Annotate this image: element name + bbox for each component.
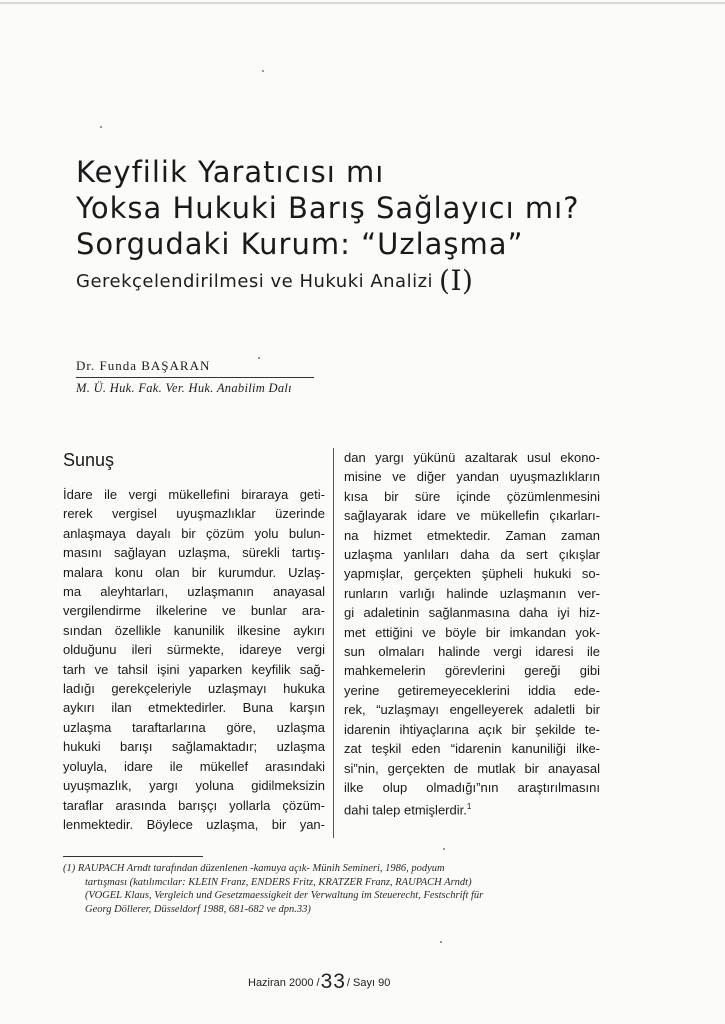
- body-line: taraflar arasında barışçı yollarla çözüm-: [63, 797, 325, 813]
- body-line: kısa bir süre içinde çözümlenmesini: [344, 488, 600, 504]
- body-line: si”nin, gerçekten de mutlak bir anayasal: [344, 760, 600, 776]
- body-line: mahkemelerin görevlerini gereği gibi: [344, 663, 600, 679]
- footnote-reference: 1: [466, 802, 472, 812]
- body-line: yoluyla, idare ile mükellef arasındaki: [63, 758, 325, 774]
- article-title: [76, 154, 676, 297]
- column-divider: [333, 448, 334, 838]
- author-name: Dr. Funda BAŞARAN: [76, 358, 314, 378]
- body-line: sağlayarak idare ve mükellefin çıkarları-: [344, 508, 600, 524]
- scan-speck: [443, 848, 445, 850]
- footnote-line: tartışması (katılımcılar: KLEIN Franz, ENDERS Fritz, KRATZER Franz, RAUPACH Arndt): [85, 876, 472, 888]
- author-affiliation: M. Ü. Huk. Fak. Ver. Huk. Anabilim Dalı: [76, 381, 292, 395]
- body-line: runların varlığı halinde uzlaşmanın ver-: [344, 585, 600, 601]
- left-column: [63, 448, 325, 834]
- body-line: tarh ve tahsil işini yaparken keyfilik sağ-: [63, 661, 325, 677]
- body-line: zat teşkil eden “idarenin kanuniliği ilke-: [344, 741, 600, 757]
- body-line: idarenin ihtiyaçlarına açık bir şekilde te-: [344, 721, 600, 737]
- page-footer: [248, 970, 448, 994]
- section-heading: Sunuş: [63, 450, 115, 470]
- body-line: hukuki barışı sağlamaktadır; uzlaşma: [63, 739, 325, 755]
- body-line: yerine getiremeyeceklerini iddia ede-: [344, 682, 600, 698]
- scan-speck: [100, 126, 102, 128]
- body-line: dan yargı yükünü azaltarak usul ekono-: [344, 450, 600, 465]
- body-line: sından özellikle kanunilik ilkesine aykırı: [63, 622, 325, 638]
- body-line: ladığı gerekçeleriyle uzlaşmayı hukuka: [63, 681, 325, 697]
- body-line: aykırı ilan etmektedirler. Buna karşın: [63, 700, 325, 716]
- body-line: yapmışlar, gerçekten şüpheli hukuki so-: [344, 566, 600, 582]
- body-line-last: [344, 797, 600, 820]
- body-line: met ettiğini ve böyle bir imkandan yok-: [344, 624, 600, 640]
- author-block: [76, 358, 326, 396]
- footnote-line: (VOGEL Klaus, Vergleich und Gesetzmaessigkeit der Verwaltung im Steuerecht, Festschrift für: [85, 890, 484, 901]
- footnote-rule: [63, 856, 203, 857]
- article-subtitle: [76, 266, 676, 297]
- body-line: lenmektedir. Böylece uzlaşma, bir yan-: [63, 816, 325, 832]
- body-line: rek, “uzlaşmayı engelleyerek adaletli bir: [344, 702, 600, 718]
- footnote-line: Georg Döllerer, Düsseldorf 1988, 681-682 ve dpn.33): [85, 903, 311, 915]
- subtitle-text: Gerekçelendirilmesi ve Hukuki Analizi: [76, 271, 434, 292]
- body-line: İdare ile vergi mükellefini biraraya geti-: [63, 487, 325, 502]
- body-line: ma aleyhtarları, uzlaşmanın anayasal: [63, 584, 325, 600]
- footnote: [63, 862, 623, 916]
- body-line: vergilendirme ilkelerine ve bunlar ara-: [63, 603, 325, 619]
- body-line: anlaşmaya dayalı bir çözüm yolu bulun-: [63, 525, 325, 541]
- scan-edge-line: [0, 2, 725, 4]
- title-line-3: Sorgudaki Kurum: “Uzlaşma”: [76, 227, 524, 261]
- title-line-1: Keyfilik Yaratıcısı mı: [76, 155, 385, 189]
- scan-speck: [262, 70, 264, 72]
- body-line: misine ve diğer yandan uyuşmazlıkların: [344, 469, 600, 485]
- part-number: (I): [439, 264, 474, 297]
- body-line-text: dahi talep etmişlerdir.: [344, 802, 467, 818]
- body-line: olduğunu ileri sürmekte, idareye vergi: [63, 642, 325, 658]
- footer-separator: /: [346, 977, 350, 989]
- footnote-line: (1) RAUPACH Arndt tarafından düzenlenen -kamuya açık- Münih Semineri, 1986, podyum: [63, 863, 445, 874]
- scan-speck: [440, 941, 442, 943]
- body-line: na hizmet etmektedir. Zaman zaman: [344, 527, 600, 543]
- right-column: [344, 448, 600, 820]
- body-line: uyuşmazlık, yargı yoluna gidilmeksizin: [63, 778, 325, 794]
- footer-separator: /: [316, 977, 320, 989]
- body-line: ilke olup olmadığı”nın araştırılmasını: [344, 779, 600, 795]
- body-line: uzlaşma taraftarlarına göre, uzlaşma: [63, 719, 325, 735]
- page-number: 33: [320, 970, 346, 993]
- body-line: malara konu olan bir kurumdur. Uzlaş-: [63, 564, 325, 580]
- body-line: masını sağlayan uzlaşma, sürekli tartış-: [63, 545, 325, 561]
- body-line: rerek vergisel uyuşmazlıklar üzerinde: [63, 506, 325, 522]
- body-line: gi adaletinin sağlanmasına daha iyi hiz-: [344, 605, 600, 621]
- body-line: sun olmaları halinde vergi idaresi ile: [344, 644, 600, 660]
- body-line: uzlaşma yanlıları daha da sert çıkışlar: [344, 547, 600, 563]
- title-line-2: Yoksa Hukuki Barış Sağlayıcı mı?: [76, 191, 580, 225]
- footer-issue: Sayı 90: [353, 977, 391, 989]
- footer-date: Haziran 2000: [248, 977, 314, 989]
